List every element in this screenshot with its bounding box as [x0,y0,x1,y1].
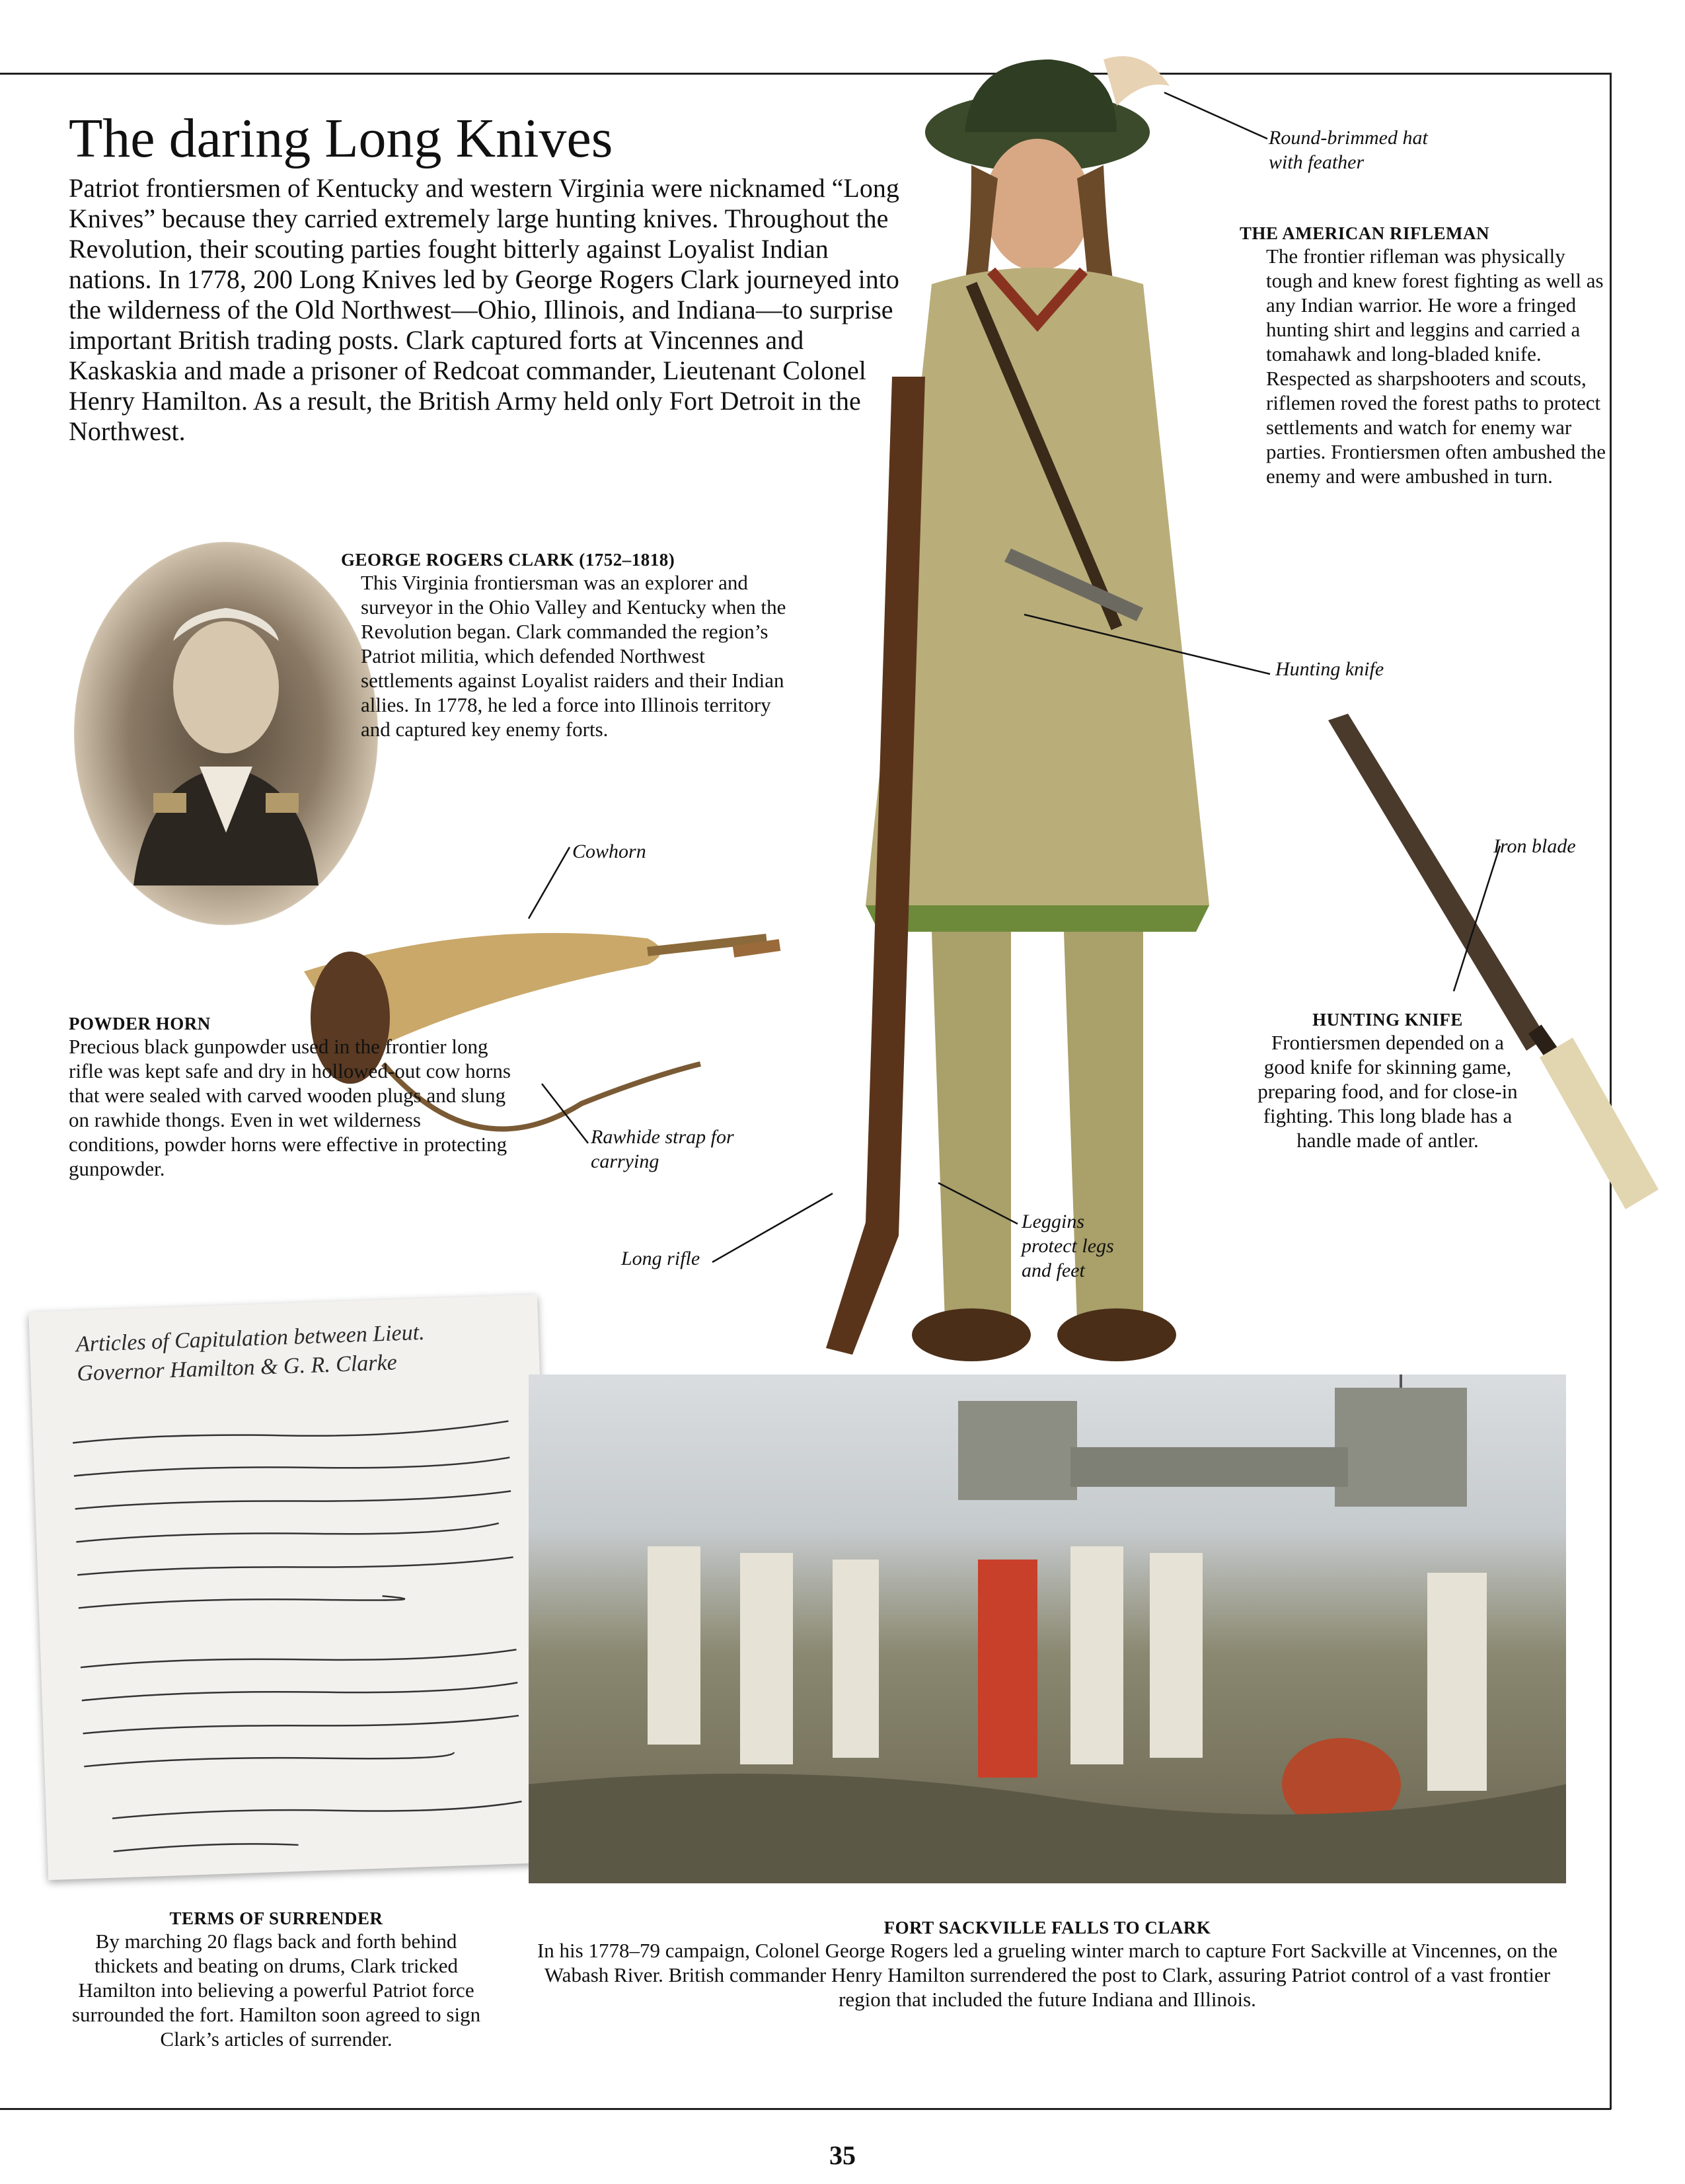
leader-cowhorn [529,847,570,919]
surrender-text: By marching 20 flags back and forth behind thickets and beating on drums, Clark tricked Hamilton into believing a powerful Patriot force surrounded the fort. Hamilton soon agreed to sign Clark’s articles of surrender. [71,1930,481,2051]
leader-hunting-knife [1024,615,1270,674]
label-leggins: Leggins protect legs and feet [1022,1211,1114,1281]
page-number: 35 [829,2140,856,2170]
leader-hat [1164,93,1267,139]
intro-paragraph: Patriot frontiersmen of Kentucky and western Virginia were nicknamed “Long Knives” because they carried extremely large hunting knives. Throughout the Revolution, their scouting parties fought bitterly against Loyalist Indian nations. In 1778, 200 Long Knives led by George Rogers Clark journeyed into the wilderness of the Old Northwest—Ohio, Illinois, and Indiana—to surprise important British trading posts. Clark captured forts at Vincennes and Kaskaskia and made a prisoner of Redcoat commander, Lieutenant Colonel Henry Hamilton. As a result, the British Army held only Fort Detroit in the Northwest. [69,173,899,446]
clark-heading: GEORGE ROGERS CLARK (1752–1818) [341,550,675,570]
label-iron-blade: Iron blade [1493,835,1576,857]
sackville-text: In his 1778–79 campaign, Colonel George Rogers led a grueling winter march to capture Fort Sackville at Vincennes, on the Wabash River. British commander Henry Hamilton surrendered the post to Clark, assuring Patriot control of a vast frontier region that included the future Indiana and Illinois. [537,1939,1558,2011]
label-rawhide: Rawhide strap for carrying [591,1126,734,1172]
leader-long-rifle [712,1193,833,1262]
rifleman-heading: THE AMERICAN RIFLEMAN [1240,223,1490,243]
powder-horn-heading: POWDER HORN [69,1014,211,1034]
sackville-heading: FORT SACKVILLE FALLS TO CLARK [883,1918,1211,1938]
label-hunting-knife: Hunting knife [1275,658,1384,680]
knife-heading: HUNTING KNIFE [1312,1010,1463,1030]
leader-rawhide [542,1084,588,1143]
surrender-heading: TERMS OF SURRENDER [169,1908,383,1928]
page-title: The daring Long Knives [69,108,613,169]
clark-text: This Virginia frontiersman was an explorer and surveyor in the Ohio Valley and Kentucky when the Revolution began. Clark commanded the region’s Patriot militia, which defended Northwest settlements against Loyalist raiders and their Indian allies. In 1778, he led a force into Illinois territory and captured key enemy forts. [361,571,786,741]
label-long-rifle: Long rifle [621,1248,700,1269]
rifleman-text: The frontier rifleman was physically tough and knew forest fighting as well as any Indian warrior. He wore a fringed hunting shirt and leggins and carried a tomahawk and long-bladed knife. Respected as sharpshooters and scouts, riflemen roved the forest paths to protect settlements and watch for enemy war parties. Frontiersmen often ambushed the enemy and were ambushed in turn. [1266,245,1606,488]
label-cowhorn: Cowhorn [572,841,646,862]
manuscript-heading: Articles of Capitulation between Lieut. Governor Hamilton & G. R. Clarke [75,1320,426,1386]
leader-leggins [938,1183,1018,1224]
powder-horn-text: Precious black gunpowder used in the frontier long rifle was kept safe and dry in hollowed-out cow horns that were sealed with carved wooden plugs and slung on rawhide thongs. Even in wet wilderness conditions, powder horns were effective in protecting gunpowder. [69,1035,511,1180]
knife-text: Frontiersmen depended on a good knife for skinning game, preparing food, and for close-in fighting. This long blade has a handle made of antler. [1257,1031,1518,1152]
leader-iron-blade [1454,846,1500,991]
label-hat: Round-brimmed hat with feather [1269,127,1428,173]
